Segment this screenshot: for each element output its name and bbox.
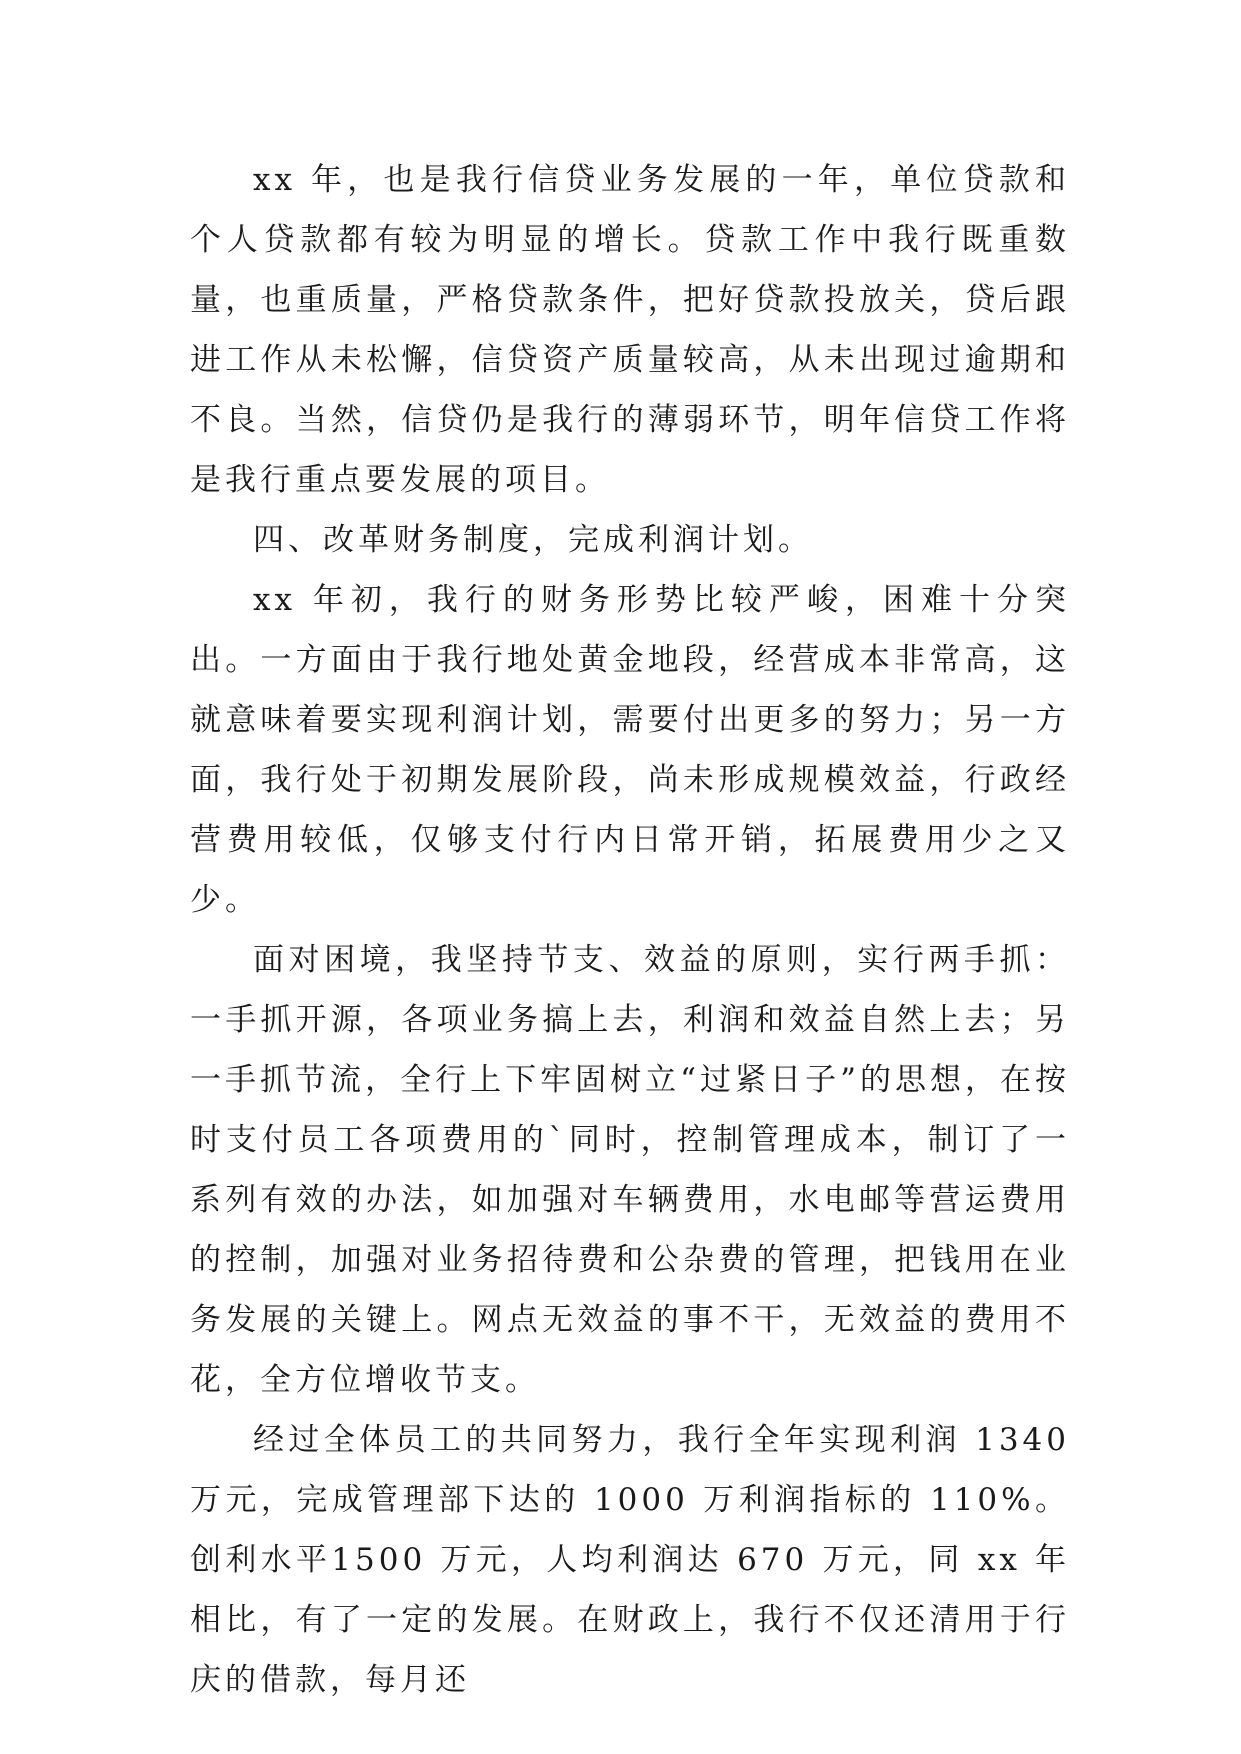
section-heading-financial-reform <box>190 510 1070 570</box>
paragraph-cost-control <box>190 930 1070 1410</box>
text-line: xx 年初，我行的财务形势比较严峻，困难十分突出。一 <box>190 582 1070 678</box>
text-line: 四、改革财务制度，完成利润计划。 <box>253 522 813 558</box>
text-line: 方面由于我行地处黄金地段，经营成本非常高，这就意味着 <box>190 642 1070 738</box>
paragraph-loan-business <box>190 150 1070 510</box>
text-line: 松懈，信贷资产质量较高，从未出现过逾期和不良。当然， <box>190 342 1071 438</box>
text-line: 信贷仍是我行的薄弱环节，明年信贷工作将是我行重点要发 <box>190 402 1070 498</box>
text-line: 于初期发展阶段，尚未形成规模效益，行政经营费用较低， <box>190 762 1071 858</box>
paragraph-profit-results <box>190 1410 1084 1710</box>
text-line: 面对困境，我坚持节支、效益的原则，实行两手抓：一 <box>190 942 1070 1038</box>
text-line: 仅够支付行内日常开销，拓展费用少之又少。 <box>190 822 1071 918</box>
text-line: 手抓开源，各项业务搞上去，利润和效益自然上去；另一手 <box>190 1002 1071 1098</box>
text-line: xx 年，也是我行信贷业务发展的一年，单位贷款和个人 <box>190 162 1070 258</box>
paragraph-financial-situation <box>190 570 1070 930</box>
text-line: 质量，严格贷款条件，把好贷款投放关，贷后跟进工作从未 <box>190 282 1071 378</box>
text-line: 的发展。在财政上，我行不仅还清用于行庆的借款，每月还 <box>190 1602 1071 1698</box>
text-line: 1500 万元，人均利润达 670 万元，同 xx 年相比，有了一定 <box>190 1542 1071 1638</box>
text-line: 贷款都有较为明显的增长。贷款工作中我行既重数量，也重 <box>190 222 1071 318</box>
text-line: 展的项目。 <box>435 462 610 498</box>
text-line: 效的办法，如加强对车辆费用，水电邮等营运费用的控制， <box>190 1182 1070 1278</box>
document-body <box>190 150 1084 1710</box>
text-line: 经过全体员工的共同努力，我行全年实现利润 1340 万 <box>190 1422 1084 1518</box>
text-line: 加强对业务招待费和公杂费的管理，把钱用在业务发展的关 <box>190 1242 1071 1338</box>
text-line: 抓节流，全行上下牢固树立“过紧日子”的思想，在按时支 <box>190 1062 1070 1158</box>
text-line: 键上。网点无效益的事不干，无效益的费用不花，全方位增 <box>190 1302 1071 1398</box>
text-line: 收节支。 <box>400 1362 540 1398</box>
text-line: 要实现利润计划，需要付出更多的努力；另一方面，我行处 <box>190 702 1071 798</box>
text-line: 元，完成管理部下达的 1000 万利润指标的 110%。创利水平 <box>190 1482 1070 1578</box>
text-line: 付员工各项费用的`同时，控制管理成本，制订了一系列有 <box>190 1122 1071 1218</box>
